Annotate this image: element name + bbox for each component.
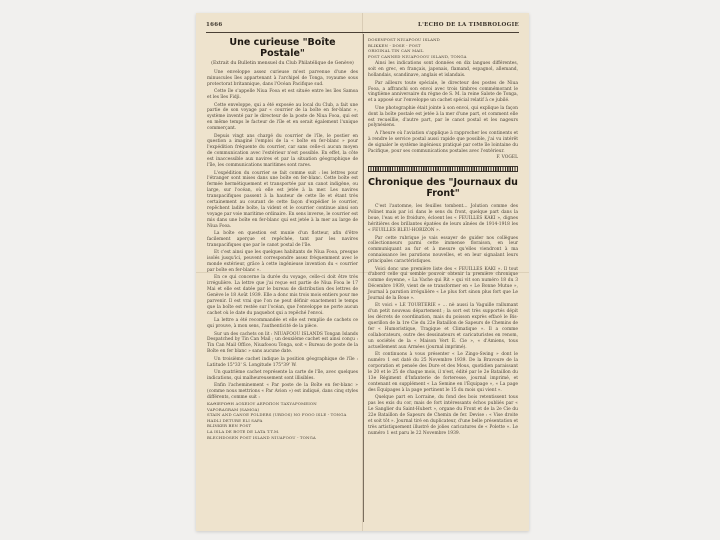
routing-line: POST CANNED NIUAFOOOU ISLAND, TONGA (368, 53, 467, 59)
article1-paragraph: Ainsi les indications sont données en dix langues différentes, soit en grec, en français, japonais, flamand, espagnol, allemand, hollandais, scandinave, anglais et islandais. (368, 61, 518, 79)
article1-paragraph: Une enveloppe assez curieuse m'est parvenue d'une des minuscules îles appartenant à l'archipel de Tonga, royaume sous protectorat britannique, dans l'Océan Pacifique sud. (207, 70, 358, 87)
article1-paragraph: Une photographie était jointe à son envoi, qui explique la façon dont la boîte postale est jetée à la mer d'une part, et comment elle est recueillie, d'autre part, par le canot postal et les nageurs polynésiens. (368, 105, 518, 129)
article2-paragraph: Quelque part en Lorraine, du fond des bois retentissent tous pas les exis du cor, mais de fort intéressants échos publiés par « Le Sanglier du Saint-Hubert », organe du Front et de la 2e Cie du 22e Bataillon de Sapeurs de Chemin de fer. Devise : « Vise droite et soit tôt ». Journal tiré en duplicateur, d'une belle présentation et très artistiquement illustré de jolies caricatures de « Polette ». Le numéro 1 est paru le 22 Novembre 1939. (368, 395, 518, 436)
routing-line: STAIN AND CANOE FOLDERS (URDOS) NO FOOO ISLE - TONGA (207, 412, 347, 418)
page-header (206, 22, 519, 32)
article1-paragraph: A l'heure où l'aviation s'applique à rapprocher les continents et à rendre le service postal aussi rapide que possible, j'ai vu intérêt de signaler le système ingénieux pratiqué par cette île lointaine du Pacifique, pour ses communications postales avec l'extérieur. (368, 130, 518, 154)
article1-paragraph: Enfin l'acheminement « Par poste de la Boîte en fer-blanc » (comme nous mettrions « Par Avion ») est indiqué, dans cinq styles différents, comme suit : (207, 383, 358, 401)
article1-paragraph: Par ailleurs toute spéciale, le directeur des postes de Niua Fooa, a affranchi son envoi avec trois timbres commémorant le vingtième anniversaire du règne de S. M. la reine Salote de Tonga, et a apposé sur l'enveloppe un cachet spécial relatif à ce jubilé. (368, 80, 518, 104)
article2-paragraph: Par cette rubrique je vais essayer de guider nos collègues collectionneurs parmi cette immense floraison, en leur communiquant au fur et à mesure qu'elles viendront à ma connaissance les parutions nouvelles, et en leur signalant leurs principales caractéristiques. (368, 235, 518, 265)
routing-line: BLIKKEN - DOSE - POST (368, 42, 421, 48)
article1-paragraph: La lettre a été recommandée et elle est remplie de cachets ce qui prouve, à mon sens, l'authenticité de la pièce. (207, 318, 358, 330)
newspaper-page (196, 13, 529, 531)
page-number: 1666 (206, 22, 223, 28)
right-column (368, 37, 518, 436)
column-rule (363, 34, 364, 522)
article1-subtitle: (Extrait du Bulletin mensuel du Club Philatélique de Genève) (211, 61, 354, 66)
routing-line: HADLI DETURE ELI SAPA (207, 417, 263, 423)
article2-paragraph: Et voici « LE TOURTERIE » ... nè aussi la Vaguille rallumant d'un petit nouveau département ; la sort est très supportés dépit les décrets de coordination, mais du poisson exprès effacé le Bis-querillon de la 1re Cie du 22e Bataillon de Sapeurs de Chemins de fer « Humoristique, Tragique et Climatique ». Il a comme collaborateurs, outre des dessinateurs et caricaturistes en renom, un sociétés de la « Maison Vert E. Cie », « d'Amiens, tous actuellement aux Armées (journal imprimé). (368, 303, 518, 350)
article1-paragraph: Sur un des cachets on lit : NIUAFOOU ISLANDS Tongan Islands Despatched by Tin Can Mail ; un deuxième cachet est ainsi conçu : Tin Can Mail Office, Niuafooou Tonga, soit « Bureau de poste de la Boîte en fer blanc » sans aucune date. (207, 331, 358, 355)
article2-title: Chronique des "Journaux du Front" (368, 177, 518, 200)
article1-paragraph: Un quatrième cachet représente la carte de l'île, avec quelques indications, qui malheureusement sont illisibles. (207, 370, 358, 381)
header-rule (206, 32, 519, 33)
article1-paragraph: La boîte en question est munie d'un flotteur, afin d'être facilement aperçue et repêchée, tant par les navires transpacifiques que par le canot postal de l'île. (207, 231, 358, 248)
routing-line: DOSENPOST NIUAFOOU ISLAND (368, 37, 440, 42)
article1-paragraph: L'expédition du courrier se fait comme suit : les lettres pour l'étranger sont mises dans une boîte en fer-blanc. Cette boîte est fermée hermétiquement et transportée par un canot indigène, ou large, sur l'océan, où elle est jetée à la mer. Les navires transpacifiques passent à la hauteur de cette île et étant très certainement au courant de cette façon d'expédier le courrier, repêchent ladite boîte, la vident et le courrier continue ainsi son voyage par voie maritime ordinaire. En sens inverse, le courrier est mis dans une boîte en fer-blanc qui est jetée à la mer au large de Niua Fooa. (207, 170, 358, 229)
article1-paragraph: Cette enveloppe, qui a été exposée au local du Club, a fait une partie de son voyage par « courrier de la boîte en fer-blanc », système inventé par le directeur de la poste de Niua Fooa, qui est en même temps le facteur de l'île et en serait également l'unique commerçant. (207, 102, 358, 132)
routing-line: ΚΑΘΙΕΡΩΘΗ ΔΟΧΕΙΟΥ ΑΕΡΩΠΟΝ ΤΑΧΥΔΡΟΜΕΙΟΝ (207, 401, 317, 407)
article2-paragraph: C'est l'automne, les feuilles tombent... Jolution comme des Polinet mais par ici dans le sens du front, quelque part dans la boue, l'eau et le froidure, écloent les « FEUILLES KAKI », dignes héritières des brillantes épatées de leurs aînées de 1914-1918 les « FEUILLES BLEU-HORIZON ». (368, 204, 518, 234)
article1-paragraph: Un troisième cachet indique la position géographique de l'île : Latitude 15°33' S. Longitude 175°39' W. (207, 356, 358, 368)
routing-line: BLECHDOSEN POST ISLAND NIUAFOOU - TONGA (207, 434, 316, 440)
left-column (207, 37, 358, 440)
article1-title: Une curieuse "Boîte Postale" (229, 37, 336, 59)
section-divider (368, 166, 518, 172)
article2-paragraph: Voici donc une première liste des « FEUILLES KAKI ». Il tout d'abord celle qui semble pouvoir obtenir la première chronique comme doyenne, « La Vache qui Rit » qui vit son numéro 18 du 3 Décembre 1939, vient de se transformer en « Le Bonne Mutue », Journal à parution irrégulière « Le plus fort sinon plus fort que Le Journal de la Boue ». (368, 266, 518, 302)
article1-paragraph: En ce qui concerne la durée du voyage, celle-ci doit être très irrégulière. La lettre que j'ai reçue est partie de Niua Fooa le 17 Mai et elle est datée par le bureau de distribution des lettres de Genève le 18 Août 1939. Elle a donc mis trois mois entiers pour me parvenir. Il est vrai que l'on ne peut définir exactement le temps que la boîte est restée sur l'océan, que l'enveloppe ne porte aucun cachet où le date du paquebot qui a repêché l'envoi. (207, 275, 358, 316)
routing-line: BLINKER BEN POST (207, 423, 252, 429)
article1-paragraph: Depuis vingt ans chargé du courrier de l'île, le postier en question a imaginé l'emploi de la « boîte en fer-blanc » pour l'expédition fréquente du courrier, car sans celle-ci aucun moyen de communication avec l'extérieur n'est possible. En effet, la côte est inaccessible aux navires et par la situation géographique de l'île, les communications maritimes sont rares. (207, 133, 358, 169)
routing-line: VAPORAGRAM (SAMOA) (207, 406, 260, 412)
routing-line: LA ISLA DE BOTE DE LATA T.T.M. (207, 429, 280, 434)
journal-title: L'ECHO DE LA TIMBROLOGIE (417, 22, 519, 28)
article1-paragraph: Cette île s'appelle Niua Fooa et est située entre les îles Samoa et les îles Fidji. (207, 89, 358, 101)
article1-signature: F. VOGEL (496, 155, 518, 161)
routing-line: ORIGINAL TIN CAN MAIL (368, 48, 424, 54)
article1-paragraph: Et c'est ainsi que les quelques habitants de Niua Fooa, presque isolés jusqu'ici, peuvent correspondre assez fréquemment avec le monde extérieur, grâce à cette ingénieuse invention du « courrier par boîte en fer-blanc ». (207, 250, 358, 273)
article2-paragraph: Et continuons à vous présenter « Le Zingo-Swing » dont le numéro 1 est daté du 25 Novembre 1939. De la Bravoure de la corporation et pensée des Dure et des Mous, quotidien paraissant le 20 et le 25 de chaque mois, il n'est, édité par le 2e Bataillon du 13e Régiment d'Infanterie de forteresse, journal imprimé, et contenant en supplément « La Semine en l'Équipage », « La page des Équipages à la page pertinent le 15 du mois qui vient ». (368, 352, 518, 393)
